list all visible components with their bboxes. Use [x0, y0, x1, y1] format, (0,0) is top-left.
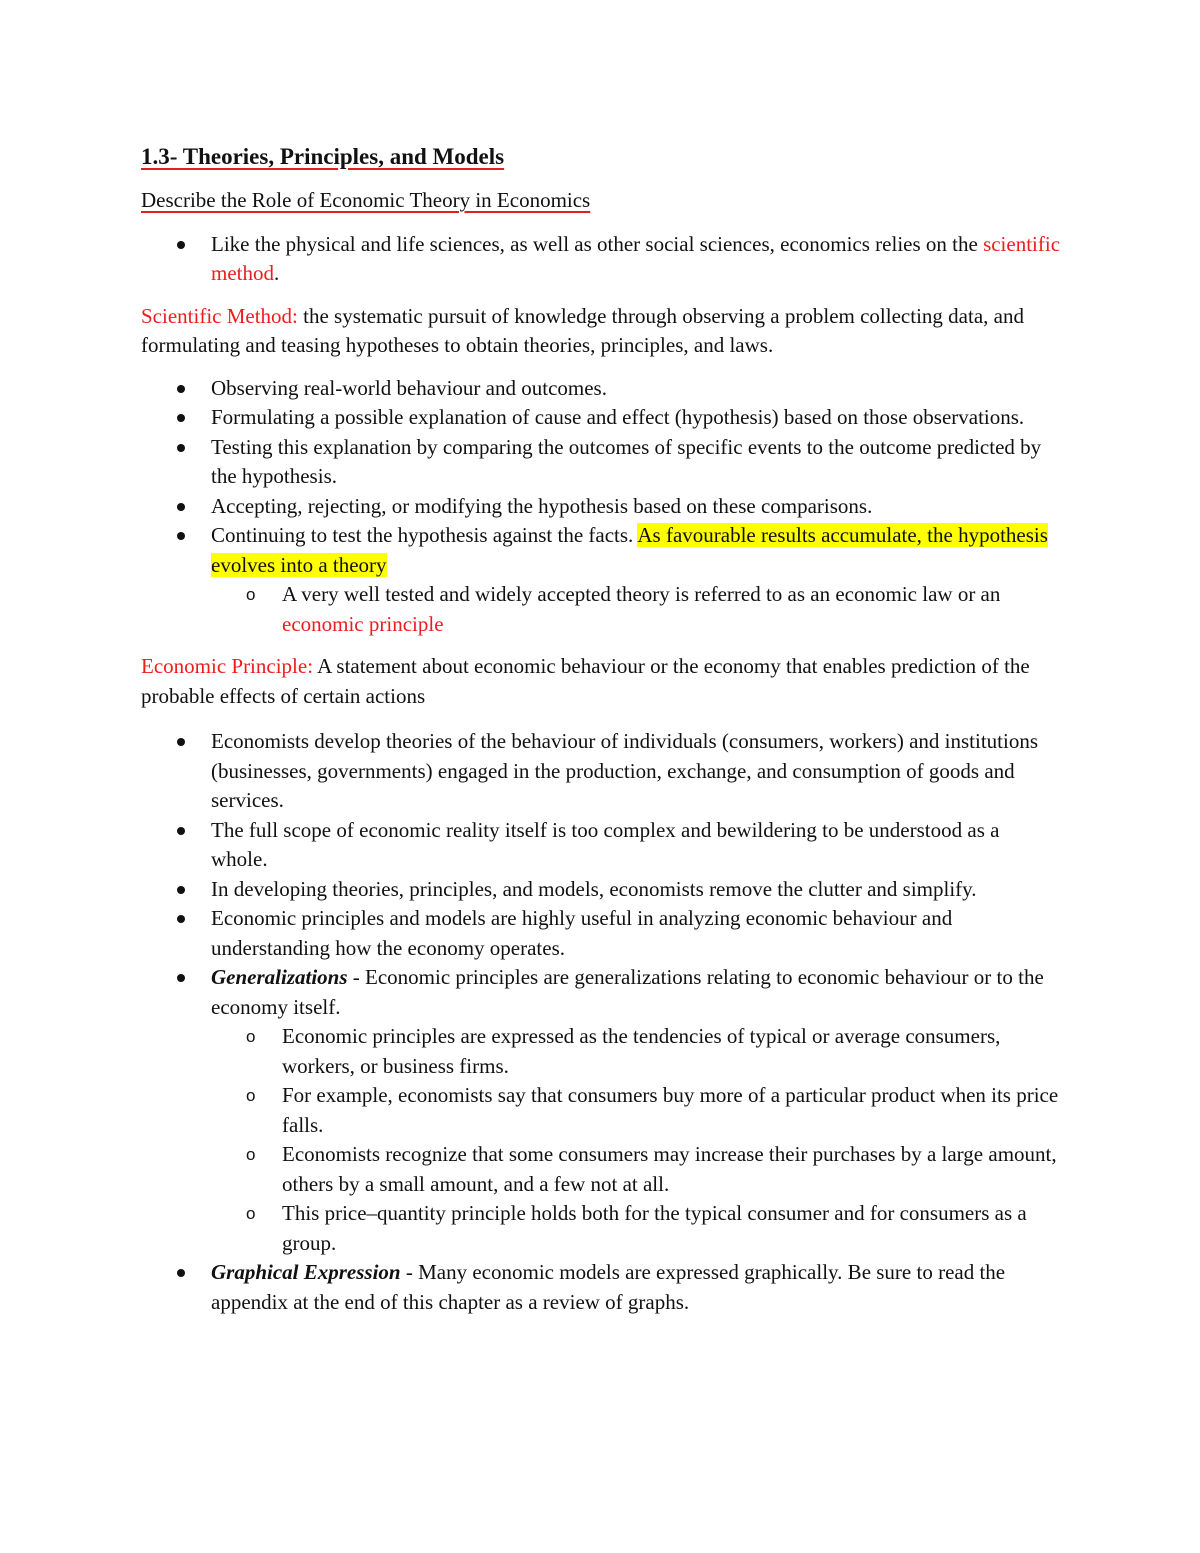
list-item: Economists develop theories of the behaviour of individuals (consumers, workers) and institutions (businesses, governments) engaged in the production, exchange, and consumption of goods and services.: [141, 727, 1061, 816]
bullet-icon: [177, 414, 185, 422]
definition-scientific-method: [141, 302, 1061, 361]
sub-list-item: o A very well tested and widely accepted theory is referred to as an economic law or an economic principle: [246, 582, 1001, 636]
section-heading: Describe the Role of Economic Theory in Economics: [141, 188, 591, 212]
definition-text: the systematic pursuit of knowledge through observing a problem collecting data, and formulating and teasing hypotheses to obtain theories, principles, and laws.: [141, 303, 1024, 357]
intro-list: [141, 230, 1061, 289]
list-item: Testing this explanation by comparing the outcomes of specific events to the outcome predicted by the hypothesis.: [141, 433, 1061, 492]
list-item: In developing theories, principles, and models, economists remove the clutter and simplify.: [141, 875, 1061, 905]
economists-list: [141, 727, 1061, 1317]
generalizations-term: Generalizations: [211, 965, 348, 989]
circle-bullet-icon: o: [246, 1204, 256, 1223]
circle-bullet-icon: o: [246, 1086, 256, 1105]
page-title: 1.3- Theories, Principles, and Models: [141, 144, 505, 169]
list-item: Formulating a possible explanation of cause and effect (hypothesis) based on those observations.: [141, 403, 1061, 433]
method-steps-list: [141, 374, 1061, 640]
bullet-icon: [177, 1269, 185, 1277]
list-item: The full scope of economic reality itself is too complex and bewildering to be understood as a whole.: [141, 816, 1061, 875]
definition-economic-principle: [141, 652, 1061, 711]
bullet-icon: [177, 886, 185, 894]
document-page: [141, 140, 1061, 1330]
list-item: Continuing to test the hypothesis against the facts. As favourable results accumulate, the hypothesis evolves into a theory o A very well tested and widely accepted theory is referred to as an economic law or an economic principle: [141, 521, 1061, 639]
bullet-icon: [177, 738, 185, 746]
bullet-icon: [177, 915, 185, 923]
list-item: Economic principles and models are highly useful in analyzing economic behaviour and understanding how the economy operates.: [141, 904, 1061, 963]
bullet-icon: [177, 974, 185, 982]
list-item-graphical-expression: Graphical Expression - Many economic models are expressed graphically. Be sure to read the appendix at the end of this chapter as a review of graphs.: [141, 1258, 1061, 1317]
list-item-generalizations: Generalizations - Economic principles are generalizations relating to economic behaviour or to the economy itself. o Economic principles are expressed as the tendencies of typical or average consumers, workers, or business firms. o For example, economists say that consumers buy more of a particular product when its price falls. o Economists recognize that some consumers may increase their purchases by a large amount, others by a small amount, and a few not at all. o This price–quantity principle holds both for the typical consumer and for consumers as a group.: [141, 963, 1061, 1258]
list-item: Accepting, rejecting, or modifying the hypothesis based on these comparisons.: [141, 492, 1061, 522]
definition-term: Economic Principle:: [141, 654, 314, 678]
sub-list: [211, 1022, 1061, 1258]
sub-list-item: o For example, economists say that consumers buy more of a particular product when its price falls.: [246, 1083, 1059, 1137]
bullet-icon: [177, 444, 185, 452]
circle-bullet-icon: o: [246, 585, 256, 604]
circle-bullet-icon: o: [246, 1027, 256, 1046]
circle-bullet-icon: o: [246, 1145, 256, 1164]
sub-list-item: o Economists recognize that some consumers may increase their purchases by a large amount, others by a small amount, and a few not at all.: [246, 1142, 1057, 1196]
sub-list-item: o Economic principles are expressed as the tendencies of typical or average consumers, workers, or business firms.: [246, 1024, 1001, 1078]
bullet-icon: [177, 503, 185, 511]
bullet-icon: [177, 827, 185, 835]
graphical-expression-term: Graphical Expression: [211, 1260, 401, 1284]
list-item: Like the physical and life sciences, as well as other social sciences, economics relies on the scientific method.: [141, 230, 1061, 289]
definition-text: A statement about economic behaviour or the economy that enables prediction of the probable effects of certain actions: [141, 654, 1030, 708]
key-term: scientific method: [211, 231, 1061, 285]
list-item: Observing real-world behaviour and outcomes.: [141, 374, 1061, 404]
bullet-icon: [177, 241, 185, 249]
bullet-icon: [177, 385, 185, 393]
key-term: economic principle: [282, 611, 444, 636]
sub-list: [211, 580, 1061, 639]
highlighted-text: As favourable results accumulate, the hypothesis evolves into a theory: [211, 523, 1048, 577]
bullet-icon: [177, 532, 185, 540]
sub-list-item: o This price–quantity principle holds both for the typical consumer and for consumers as a group.: [246, 1201, 1027, 1255]
definition-term: Scientific Method:: [141, 303, 298, 328]
